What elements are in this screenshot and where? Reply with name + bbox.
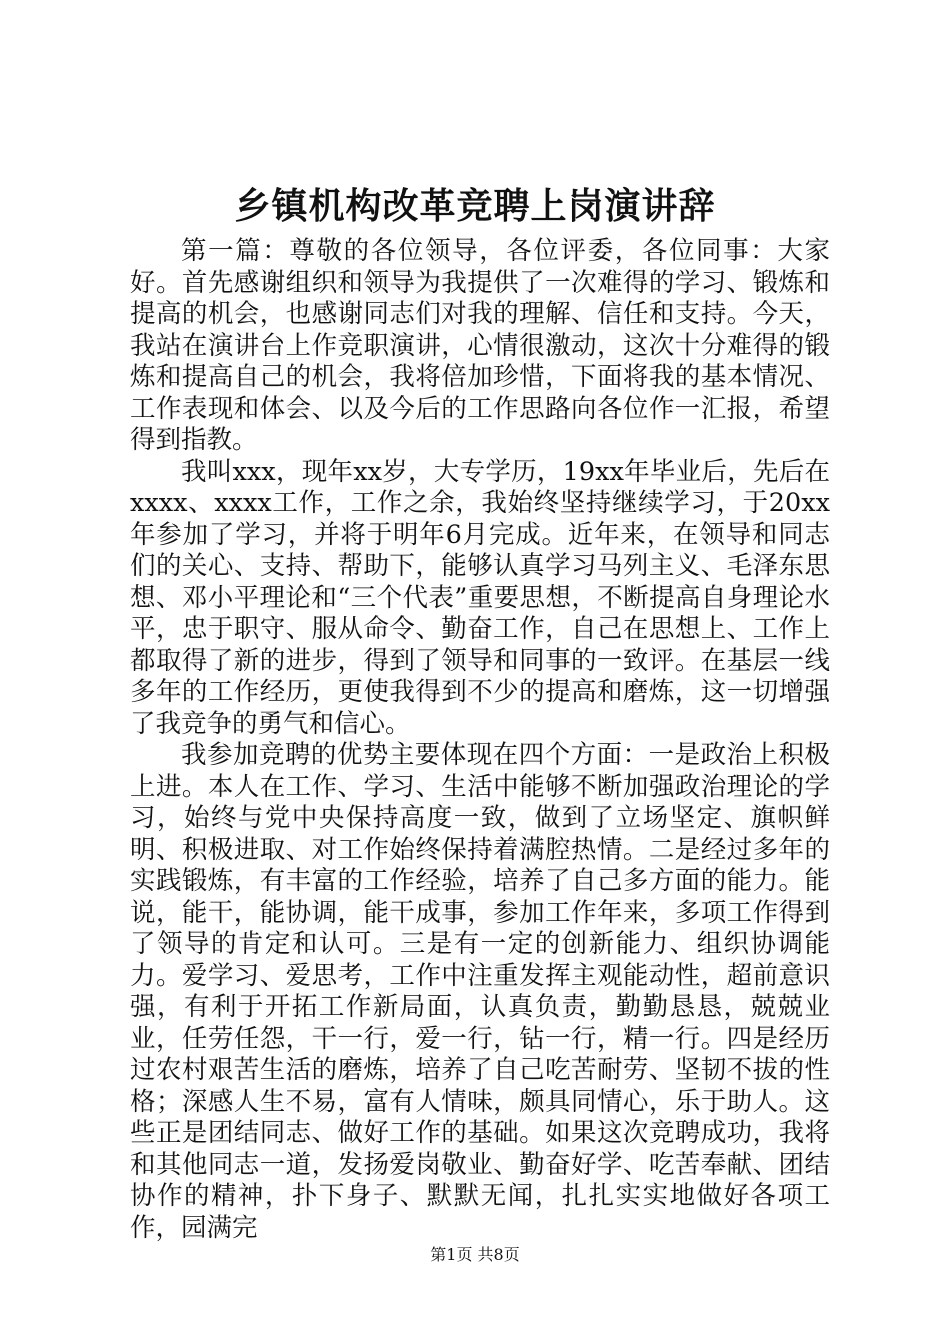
document-title: 乡镇机构改革竞聘上岗演讲辞 — [234, 186, 716, 227]
paragraph-1: 第一篇：尊敬的各位领导，各位评委，各位同事：大家好。首先感谢组织和领导为我提供了一次难得的学习、锻炼和提高的机会，也感谢同志们对我的理解、信任和支持。今天，我站在演讲台上作竞职演讲，心情很激动，这次十分难得的锻炼和提高自己的机会，我将倍加珍惜，下面将我的基本情况、工作表现和体会、以及今后的工作思路向各位作一汇报，希望得到指教。 — [130, 236, 830, 455]
paragraph-2: 我叫xxx，现年xx岁，大专学历，19xx年毕业后，先后在xxxx、xxxx工作，工作之余，我始终坚持继续学习，于20xx年参加了学习，并将于明年6月完成。近年来，在领导和同志们的关心、支持、帮助下，能够认真学习马列主义、毛泽东思想、邓小平理论和“三个代表”重要思想，不断提高自身理论水平，忠于职守、服从命令、勤奋工作，自己在思想上、工作上都取得了新的进步，得到了领导和同事的一致评。在基层一线多年的工作经历，更使我得到不少的提高和磨炼，这一切增强了我竞争的勇气和信心。 — [130, 456, 830, 739]
page-footer: 第1页 共8页 — [430, 1245, 520, 1264]
paragraph-3: 我参加竞聘的优势主要体现在四个方面：一是政治上积极上进。本人在工作、学习、生活中能够不断加强政治理论的学习，始终与党中央保持高度一致，做到了立场坚定、旗帜鲜明、积极进取、对工作始终保持着满腔热情。二是经过多年的实践锻炼，有丰富的工作经验，培养了自己多方面的能力。能说，能干，能协调，能干成事，参加工作年来，多项工作得到了领导的肯定和认可。三是有一定的创新能力、组织协调能力。爱学习、爱思考，工作中注重发挥主观能动性，超前意识强，有利于开拓工作新局面，认真负责，勤勤恳恳，兢兢业业，任劳任怨，干一行，爱一行，钻一行，精一行。四是经历过农村艰苦生活的磨炼，培养了自己吃苦耐劳、坚韧不拔的性格；深感人生不易，富有人情味，颇具同情心，乐于助人。这些正是团结同志、做好工作的基础。如果这次竞聘成功，我将和其他同志一道，发扬爱岗敬业、勤奋好学、吃苦奉献、团结协作的精神，扑下身子、默默无闻，扎扎实实地做好各项工作，园满完 — [130, 740, 830, 1243]
document-body — [130, 236, 830, 1244]
